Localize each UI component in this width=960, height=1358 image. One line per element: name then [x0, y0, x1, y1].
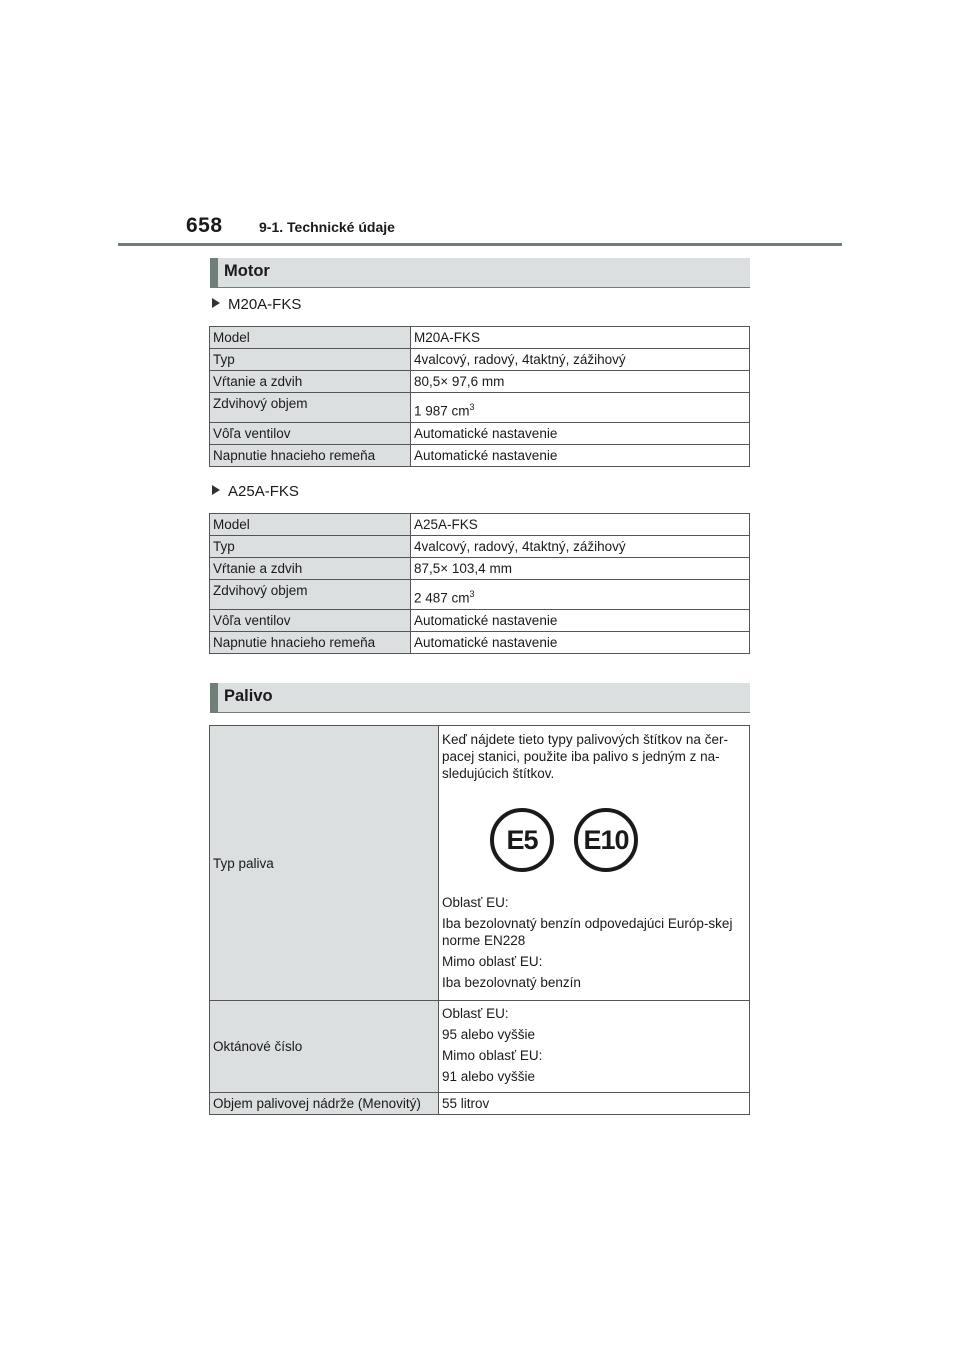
spec-value: M20A-FKS: [411, 327, 750, 349]
e10-fuel-label-icon: E10: [574, 808, 638, 872]
table-row: [210, 371, 750, 393]
octane-line: 91 alebo vyššie: [442, 1069, 536, 1084]
spec-value: [411, 580, 750, 610]
fuel-region-line: Mimo oblasť EU:: [442, 954, 543, 969]
spec-label: Typ paliva: [210, 726, 439, 1001]
spec-value: 87,5× 103,4 mm: [411, 558, 750, 580]
chapter-title: 9-1. Technické údaje: [259, 219, 395, 235]
table-row: [210, 558, 750, 580]
triangle-bullet-icon: [212, 298, 220, 308]
displacement-value: 1 987 cm: [414, 403, 470, 419]
heading-bar: [210, 258, 218, 287]
spec-value: Automatické nastavenie: [411, 631, 750, 653]
spec-label: Vôľa ventilov: [210, 422, 411, 444]
spec-value: [411, 393, 750, 423]
fuel-requirement-line: Iba bezolovnatý benzín odpovedajúci Európ-skej norme EN228: [442, 916, 733, 948]
heading-bar: [210, 683, 218, 712]
table-row: [210, 631, 750, 653]
spec-value: 4valcový, radový, 4taktný, zážihový: [411, 536, 750, 558]
spec-label: Typ: [210, 349, 411, 371]
table-row: [210, 422, 750, 444]
table-row: [210, 1093, 750, 1115]
spec-label: Vŕtanie a zdvih: [210, 558, 411, 580]
table-row: [210, 536, 750, 558]
page-number: 658: [186, 214, 223, 237]
engine-name: A25A-FKS: [228, 483, 299, 500]
fuel-type-value: [439, 726, 750, 1001]
motor-section-heading: [210, 258, 750, 288]
table-row: [210, 726, 750, 1001]
spec-label: Zdvihový objem: [210, 393, 411, 423]
spec-label: Model: [210, 514, 411, 536]
displacement-value: 2 487 cm: [414, 590, 470, 606]
octane-line: 95 alebo vyššie: [442, 1027, 536, 1042]
spec-value: 4valcový, radový, 4taktný, zážihový: [411, 349, 750, 371]
engine-subheading: [212, 296, 301, 313]
table-row: [210, 444, 750, 466]
spec-value: 55 litrov: [439, 1093, 750, 1115]
spec-label: Model: [210, 327, 411, 349]
table-row: [210, 609, 750, 631]
fuel-labels: [442, 808, 746, 872]
fuel-region-line: Oblasť EU:: [442, 895, 509, 910]
table-row: [210, 349, 750, 371]
spec-value: Automatické nastavenie: [411, 422, 750, 444]
octane-line: Oblasť EU:: [442, 1006, 509, 1021]
fuel-section-heading: [210, 683, 750, 713]
spec-label: Typ: [210, 536, 411, 558]
spec-label: Zdvihový objem: [210, 580, 411, 610]
engine-spec-table: [209, 326, 750, 467]
spec-label: Oktánové číslo: [210, 1001, 439, 1093]
fuel-label-intro: Keď nájdete tieto typy palivových štítkov na čer-pacej stanici, použite iba palivo s jedným z na-sledujúcich štítkov.: [442, 732, 728, 781]
engine-subheading: [212, 483, 299, 500]
fuel-spec-table: [209, 725, 750, 1115]
unit-exponent: 3: [469, 402, 475, 412]
motor-section-title: Motor: [224, 262, 270, 280]
fuel-requirement-line: Iba bezolovnatý benzín: [442, 975, 581, 990]
engine-spec-table: [209, 513, 750, 654]
octane-value: [439, 1001, 750, 1093]
octane-line: Mimo oblasť EU:: [442, 1048, 543, 1063]
table-row: [210, 327, 750, 349]
table-row: [210, 1001, 750, 1093]
table-row: [210, 393, 750, 423]
e5-fuel-label-icon: E5: [490, 808, 554, 872]
spec-value: Automatické nastavenie: [411, 609, 750, 631]
fuel-section-title: Palivo: [224, 687, 273, 705]
engine-name: M20A-FKS: [228, 296, 302, 313]
spec-value: Automatické nastavenie: [411, 444, 750, 466]
spec-label: Vŕtanie a zdvih: [210, 371, 411, 393]
spec-label: Objem palivovej nádrže (Menovitý): [210, 1093, 439, 1115]
spec-value: 80,5× 97,6 mm: [411, 371, 750, 393]
table-row: [210, 580, 750, 610]
spec-label: Napnutie hnacieho remeňa: [210, 444, 411, 466]
table-row: [210, 514, 750, 536]
spec-value: A25A-FKS: [411, 514, 750, 536]
unit-exponent: 3: [469, 589, 475, 599]
spec-label: Napnutie hnacieho remeňa: [210, 631, 411, 653]
spec-label: Vôľa ventilov: [210, 609, 411, 631]
triangle-bullet-icon: [212, 485, 220, 495]
header-rule: [118, 243, 842, 246]
